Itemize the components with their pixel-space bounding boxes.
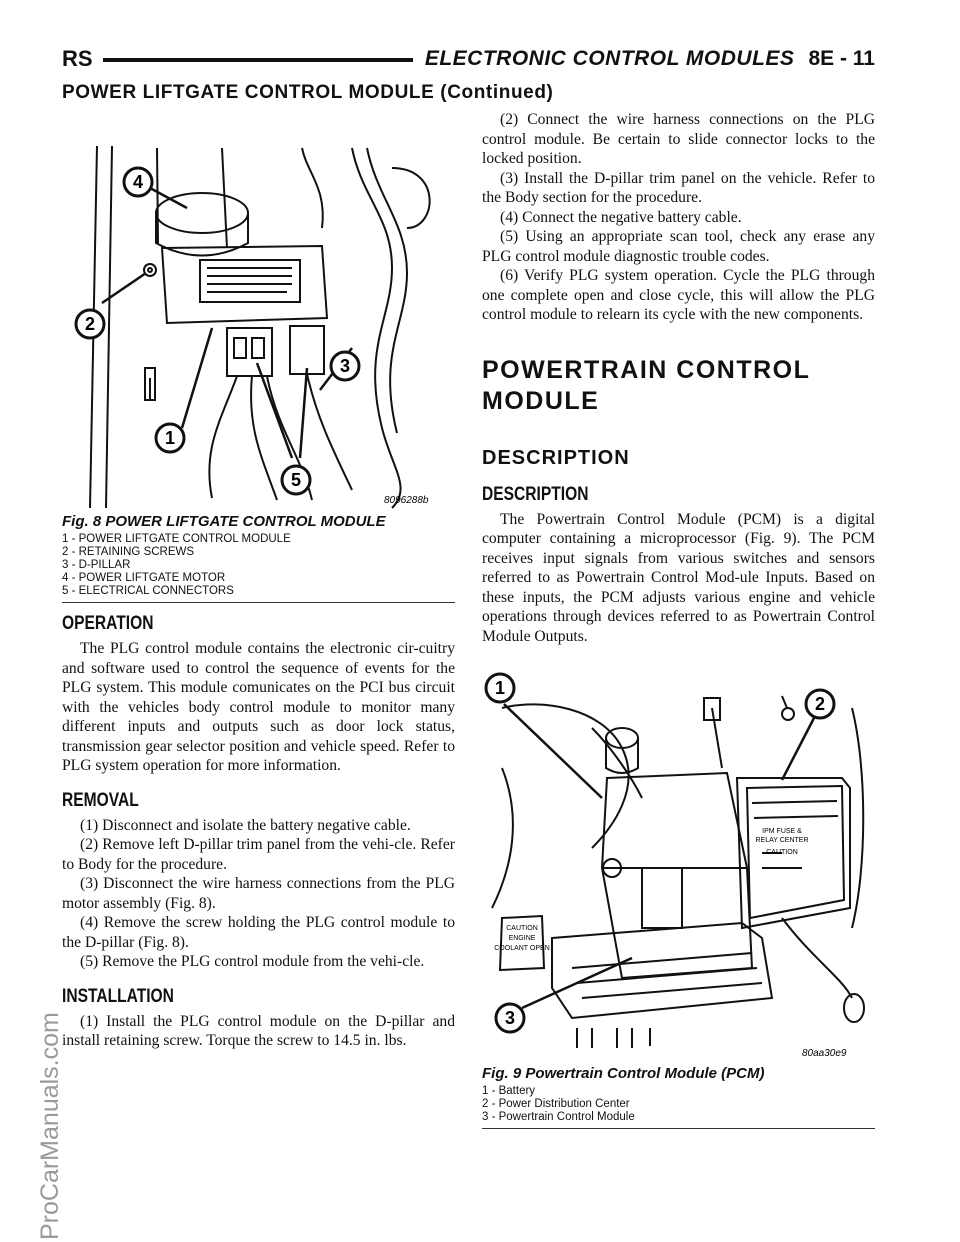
pcm-title-line-1: POWERTRAIN CONTROL [482, 355, 811, 384]
legend-item: 5 - ELECTRICAL CONNECTORS [62, 585, 234, 597]
callout-1 [156, 424, 184, 452]
removal-heading: REMOVAL [62, 789, 139, 811]
figure-9-caption: Fig. 9 Powertrain Control Module (PCM) [482, 1065, 765, 1082]
pcm-title [482, 355, 875, 417]
installation-step: (6) Verify PLG system operation. Cycle the PLG through one complete open and close cycle, this will allow the PLG control module to relearn its cycle with the new components. [482, 267, 875, 323]
legend-item: 2 - RETAINING SCREWS [62, 546, 195, 558]
coolant-label-3: COOLANT OPEN [494, 945, 550, 952]
callout-1 [486, 674, 514, 702]
watermark [2, 300, 64, 1240]
pdc-label-3: CAUTION [766, 849, 798, 856]
removal-step: (5) Remove the PLG control module from the vehi-cle. [80, 953, 425, 970]
header-section-title: ELECTRONIC CONTROL MODULES [424, 47, 795, 70]
callout-3-label: 3 [504, 1008, 516, 1028]
callout-5 [282, 466, 310, 494]
installation-step: (1) Install the PLG control module on the D-pillar and install retaining screw. Torque the screw to 14.5 in. lbs. [62, 1012, 455, 1049]
operation-text: The PLG control module contains the electronic cir-cuitry and software used to control the sequence of events for the PLG system. This module comunicates on the PCI bus circuit with the vehicles body control module to monitor many different inputs and outputs such as door lock status, transmission gear selector position and vehicle speed. Refer to PLG system operation for more information. [62, 640, 455, 774]
coolant-label-2: ENGINE [508, 935, 536, 942]
installation-step: (5) Using an appropriate scan tool, check any erase any PLG control module diagnostic trouble codes. [482, 228, 875, 265]
removal-step: (2) Remove left D-pillar trim panel from the vehi-cle. Refer to Body for the procedure. [62, 836, 455, 873]
callout-2-label: 2 [84, 314, 96, 334]
callout-5-label: 5 [290, 470, 302, 490]
installation-heading: INSTALLATION [62, 985, 174, 1007]
pcm-description-heading: DESCRIPTION [482, 446, 630, 469]
pdc-label-2: RELAY CENTER [755, 837, 809, 844]
figure-8-caption: Fig. 8 POWER LIFTGATE CONTROL MODULE [62, 513, 386, 530]
right-column [482, 110, 875, 1129]
page-header [62, 44, 875, 74]
pcm-description-subheading: DESCRIPTION [482, 483, 589, 505]
callout-1-label: 1 [164, 428, 176, 448]
removal-step: (4) Remove the screw holding the PLG control module to the D-pillar (Fig. 8). [62, 914, 455, 951]
left-column [62, 128, 455, 1051]
installation-step: (2) Connect the wire harness connections on the PLG control module. Be certain to slide connector locks to the locked position. [482, 111, 875, 167]
callout-2 [76, 310, 104, 338]
figure-8-illustration [62, 128, 455, 511]
figure-9-illustration [482, 668, 875, 1063]
callout-4 [124, 168, 152, 196]
header-code: RS [62, 46, 93, 71]
callout-2 [806, 690, 834, 718]
continued-title: POWER LIFTGATE CONTROL MODULE (Continued) [62, 82, 554, 103]
page-number: 8E - 11 [808, 47, 875, 70]
callout-1-label: 1 [494, 678, 506, 698]
legend-item: 1 - Battery [482, 1085, 536, 1097]
legend-item: 4 - POWER LIFTGATE MOTOR [62, 572, 226, 584]
figure-8-legend [62, 533, 455, 598]
legend-item: 2 - Power Distribution Center [482, 1098, 630, 1110]
figure-9-legend [482, 1085, 875, 1124]
coolant-label-1: CAUTION [506, 925, 538, 932]
callout-2-label: 2 [814, 694, 826, 714]
figure-8-code: 8096288b [384, 495, 429, 506]
callout-4-label: 4 [132, 172, 144, 192]
removal-step: (3) Disconnect the wire harness connections from the PLG motor assembly (Fig. 8). [62, 875, 455, 912]
operation-heading: OPERATION [62, 613, 154, 634]
callout-3-label: 3 [339, 356, 351, 376]
watermark-text: ProCarManuals.com [36, 1012, 64, 1240]
removal-step: (1) Disconnect and isolate the battery negative cable. [80, 816, 411, 834]
figure-8 [62, 128, 455, 603]
figure-9 [482, 668, 875, 1129]
installation-step: (4) Connect the negative battery cable. [500, 208, 742, 226]
legend-item: 3 - Powertrain Control Module [482, 1111, 635, 1123]
pcm-description-text: The Powertrain Control Module (PCM) is a digital computer containing a microprocessor (Fig. 9). The PCM receives input signals from various switches and sensors referred to as Powertrain Control Mod-ule Inputs. Based on these inputs, the PCM adjusts various engine and vehicle operations through devices referred to as Powertrain Control Module Outputs. [482, 510, 875, 645]
header-rule [103, 58, 413, 62]
callout-3 [331, 352, 359, 380]
pdc-label-1: IPM FUSE & [762, 828, 802, 835]
installation-step: (3) Install the D-pillar trim panel on the vehicle. Refer to the Body section for the procedure. [482, 169, 875, 206]
figure-9-code: 80aa30e9 [802, 1048, 847, 1059]
legend-item: 1 - POWER LIFTGATE CONTROL MODULE [62, 533, 291, 545]
callout-3 [496, 1004, 524, 1032]
pcm-title-line-2: MODULE [482, 386, 600, 415]
legend-item: 3 - D-PILLAR [62, 559, 131, 571]
